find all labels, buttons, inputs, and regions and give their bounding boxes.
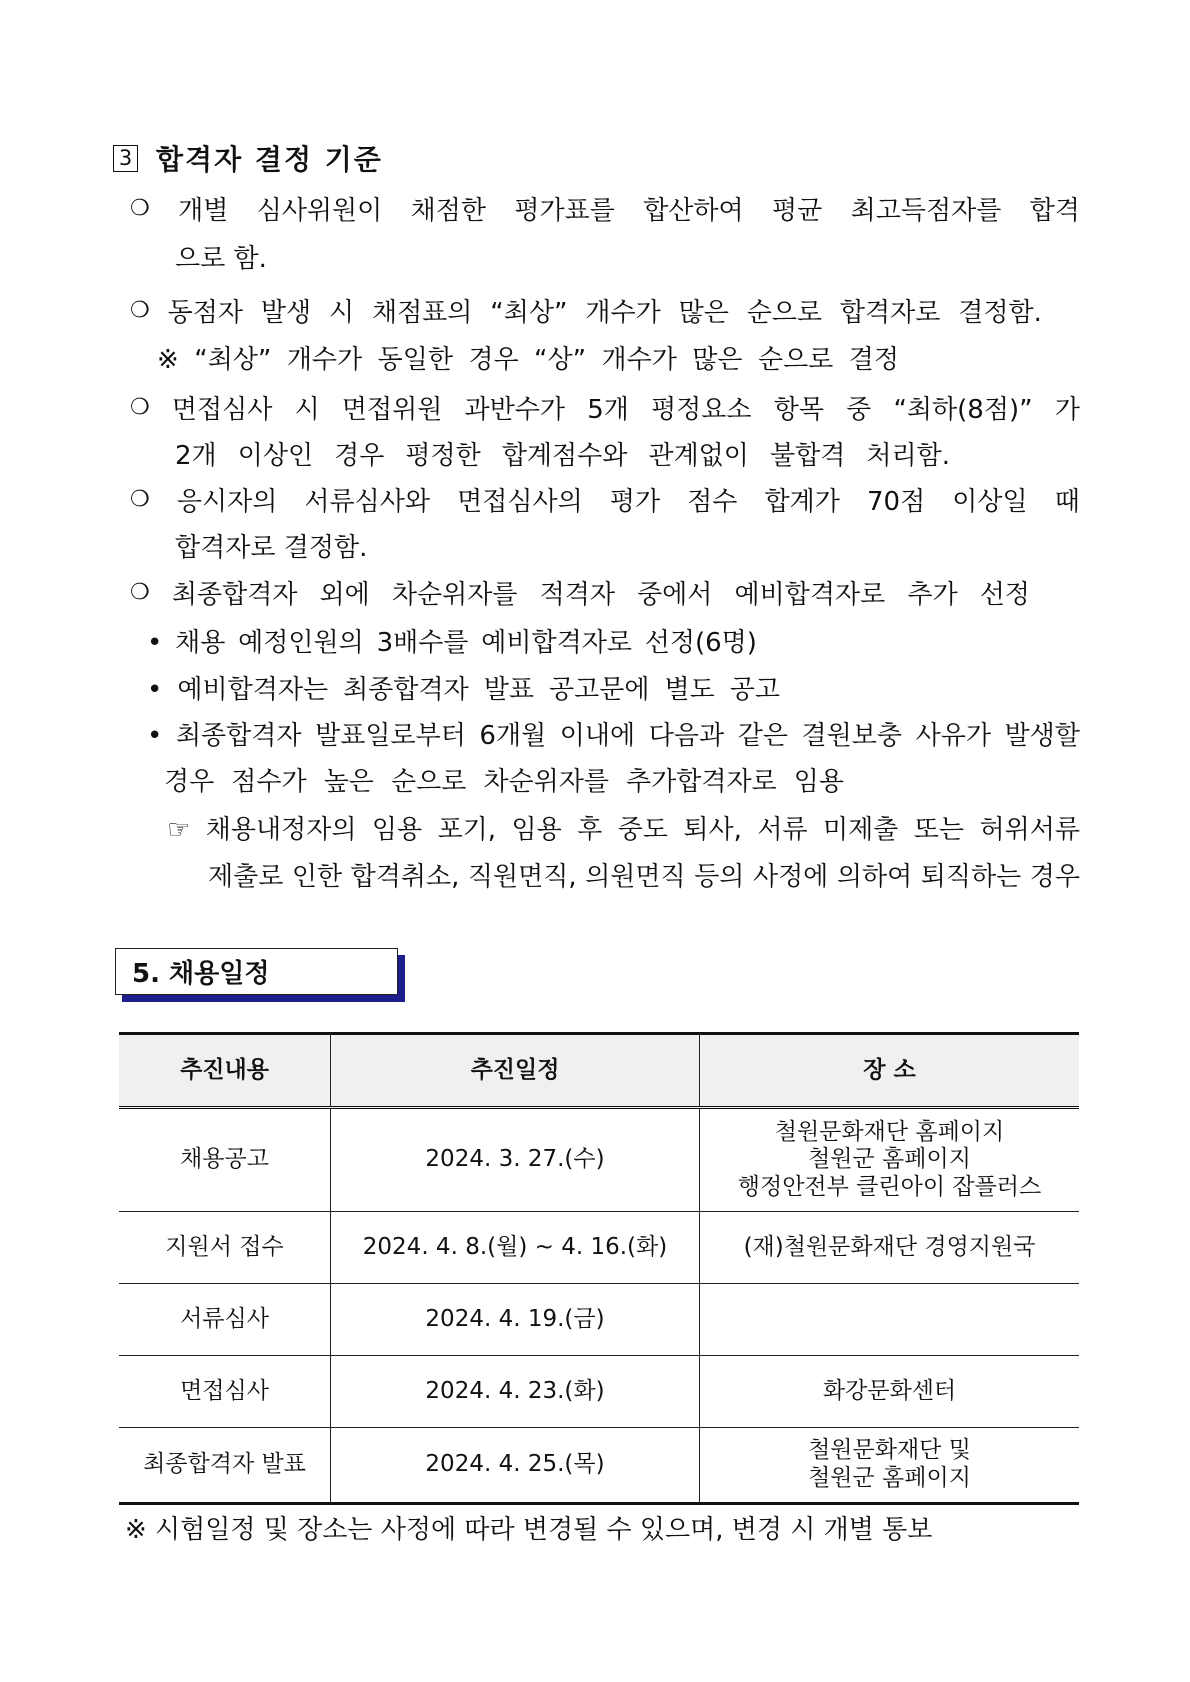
row-task: 지원서 접수 — [119, 1212, 331, 1284]
row-place — [700, 1356, 1080, 1428]
word: 최종합격자 — [175, 721, 302, 751]
section-number-box: 3 — [113, 145, 138, 172]
word: 채용내정자의 — [205, 815, 357, 845]
word: 퇴사, — [683, 815, 742, 845]
word: 높은 — [323, 767, 374, 797]
word: 때 — [1054, 487, 1080, 517]
word: 임용 — [371, 815, 423, 845]
place-line: 철원문화재단 홈페이지 — [774, 1118, 1005, 1145]
word: 추가 — [907, 580, 958, 610]
word: “최상” — [490, 298, 568, 328]
word: 처리함. — [866, 441, 950, 471]
word: 동점자 — [167, 298, 243, 328]
table-row — [119, 1212, 1079, 1284]
word: 임용 — [511, 815, 562, 845]
word: 채점표의 — [371, 298, 473, 328]
word: 중도 — [617, 815, 668, 845]
row-place — [700, 1284, 1080, 1356]
word: 이내에 — [559, 721, 636, 751]
word: 이상일 — [952, 487, 1028, 517]
word: 공고문에 — [549, 675, 650, 705]
word: 서류심사와 — [304, 487, 431, 517]
word: 발생할 — [1004, 721, 1080, 751]
word: 순으로 — [390, 767, 467, 797]
word: 허위서류 — [979, 815, 1080, 845]
word: 과반수가 — [464, 395, 566, 425]
row-date: 2024. 4. 25.(목) — [331, 1428, 700, 1504]
row-task: 채용공고 — [119, 1108, 331, 1212]
word: 최종합격자 — [171, 580, 298, 610]
bullet-item-2 — [147, 677, 780, 703]
word: 응시자의 — [176, 487, 278, 517]
word: 순으로 — [757, 345, 834, 375]
vacancy-reason-line2 — [208, 864, 1080, 890]
word: 임용 — [793, 767, 844, 797]
place-line: 행정안전부 클린아이 잡플러스 — [737, 1173, 1042, 1200]
word: 시 — [328, 298, 355, 328]
place-line: 철원군 홈페이지 — [808, 1146, 971, 1173]
word: 동일한 — [377, 345, 453, 375]
word: 합산하여 — [643, 196, 744, 226]
word: 심사위원이 — [256, 196, 383, 226]
word: 관계없이 — [648, 441, 749, 471]
criteria-note-tie — [157, 347, 899, 373]
word: ❍ — [130, 487, 150, 512]
criteria-item-1-line1 — [130, 198, 1080, 224]
word: 점수가 — [231, 767, 307, 797]
word: 이상인 — [237, 441, 314, 471]
word: 개수가 — [286, 345, 363, 375]
word: • — [147, 628, 163, 658]
word: 최고득점자를 — [850, 196, 1002, 226]
word: 제출로 — [208, 862, 284, 892]
header-task: 추진내용 — [119, 1034, 331, 1108]
row-task: 최종합격자 발표 — [119, 1428, 331, 1504]
word: 경우 — [1029, 862, 1080, 892]
word: 결정함. — [958, 298, 1042, 328]
word: 순으로 — [746, 298, 823, 328]
word: 중에서 — [637, 580, 713, 610]
bullet-item-3-line2 — [164, 769, 844, 795]
row-date: 2024. 4. 19.(금) — [331, 1284, 700, 1356]
word: 면접위원 — [341, 395, 443, 425]
word: 최종합격자 — [343, 675, 469, 705]
word: ☞ — [167, 815, 191, 845]
word: 합계점수와 — [501, 441, 628, 471]
word: ❍ — [130, 395, 150, 420]
header-date: 추진일정 — [331, 1034, 700, 1108]
word: 3배수를 — [376, 628, 469, 658]
word: 후 — [577, 815, 603, 845]
word: 결정 — [848, 345, 899, 375]
table-row — [119, 1356, 1079, 1428]
bullet-item-3-line1 — [147, 723, 1080, 749]
row-place — [700, 1108, 1080, 1212]
criteria-item-3-line2 — [175, 443, 950, 469]
word: 퇴직하는 — [920, 862, 1022, 892]
word: 또는 — [913, 815, 965, 845]
word: 경우 — [164, 767, 215, 797]
word: 합격 — [1029, 196, 1080, 226]
word: “최상” — [194, 345, 272, 375]
word: 채용 — [175, 628, 226, 658]
word: 많은 — [692, 345, 743, 375]
word: 합계가 — [764, 487, 840, 517]
word: 예비합격자로 — [734, 580, 886, 610]
word: 항목 — [773, 395, 824, 425]
word: 예비합격자로 — [481, 628, 632, 658]
word: 별도 — [664, 675, 715, 705]
word: 외에 — [319, 580, 370, 610]
word: 추가합격자로 — [626, 767, 777, 797]
section-3-title: 합격자 결정 기준 — [156, 143, 383, 176]
word: 평정요소 — [651, 395, 752, 425]
section-5-title: 5. 채용일정 — [132, 959, 270, 989]
word: 채점한 — [410, 196, 486, 226]
row-task: 서류심사 — [119, 1284, 331, 1356]
word: 많은 — [678, 298, 729, 328]
word: 개수가 — [601, 345, 677, 375]
word: • — [147, 675, 163, 705]
word: 2개 — [175, 441, 217, 471]
bullet-item-1 — [147, 630, 757, 656]
word: “최하(8점)” — [893, 395, 1033, 425]
word: 불합격 — [769, 441, 846, 471]
word: 개수가 — [585, 298, 661, 328]
word: 평균 — [772, 196, 823, 226]
word: 의하여 — [836, 862, 913, 892]
word: 차순위자를 — [391, 580, 518, 610]
word: 사유가 — [915, 721, 991, 751]
row-date: 2024. 4. 8.(월) ~ 4. 16.(화) — [331, 1212, 700, 1284]
word: 서류 — [757, 815, 808, 845]
row-task: 면접심사 — [119, 1356, 331, 1428]
word: 점수 — [687, 487, 738, 517]
word: 인한 — [291, 862, 343, 892]
criteria-item-2 — [130, 300, 1042, 326]
table-row — [119, 1284, 1079, 1356]
section-3-heading — [113, 138, 383, 178]
criteria-item-3-line1 — [130, 397, 1080, 423]
word: 의원면직 — [585, 862, 686, 892]
place-line: (재)철원문화재단 경영지원국 — [743, 1233, 1036, 1260]
word: 발표 — [483, 675, 534, 705]
word: 경우 — [468, 345, 519, 375]
word: 합격자로 — [839, 298, 941, 328]
place-line: 철원군 홈페이지 — [808, 1465, 971, 1491]
word: 선정(6명) — [644, 628, 757, 658]
word: 사정에 — [752, 862, 829, 892]
schedule-table — [119, 1032, 1079, 1505]
word: ❍ — [130, 580, 150, 605]
word: 6개월 — [479, 721, 547, 751]
criteria-item-5 — [130, 582, 1030, 608]
word: 면접심사의 — [457, 487, 583, 517]
word: 같은 — [737, 721, 788, 751]
table-header-row — [119, 1034, 1079, 1108]
word: 가 — [1054, 395, 1080, 425]
word: 선정 — [979, 580, 1030, 610]
word: 평가표를 — [514, 196, 615, 226]
word: 포기, — [437, 815, 497, 845]
word: 평정한 — [405, 441, 481, 471]
place-line: 화강문화센터 — [822, 1377, 957, 1404]
section-5-heading — [115, 948, 398, 995]
row-date: 2024. 3. 27.(수) — [331, 1108, 700, 1212]
word: 미제출 — [823, 815, 899, 845]
criteria-item-4-line1 — [130, 489, 1080, 515]
table-row — [119, 1108, 1079, 1212]
word: • — [147, 721, 163, 751]
word: 발표일로부터 — [315, 721, 466, 751]
word: 다음과 — [648, 721, 725, 751]
word: ※ — [157, 345, 179, 375]
vacancy-reason-line1 — [167, 817, 1080, 843]
word: 차순위자를 — [483, 767, 609, 797]
word: ❍ — [130, 298, 150, 323]
word: 결원보충 — [801, 721, 902, 751]
schedule-change-note: ※ 시험일정 및 장소는 사정에 따라 변경될 수 있으며, 변경 시 개별 통보 — [125, 1515, 933, 1545]
word: 예정인원의 — [238, 628, 364, 658]
word: 평가 — [609, 487, 661, 517]
criteria-item-1-line2: 으로 함. — [175, 244, 267, 274]
row-place — [700, 1428, 1080, 1504]
word: 직원면직, — [467, 862, 577, 892]
word: 등의 — [694, 862, 745, 892]
place-line: 철원문화재단 및 — [808, 1437, 971, 1464]
word: 경우 — [334, 441, 385, 471]
word: 개별 — [178, 196, 229, 226]
criteria-item-4-line2: 합격자로 결정함. — [175, 533, 368, 563]
word: 5개 — [587, 395, 629, 425]
header-place: 장 소 — [700, 1034, 1080, 1108]
word: 발생 — [260, 298, 312, 328]
word: 예비합격자는 — [177, 675, 329, 705]
row-date: 2024. 4. 23.(화) — [331, 1356, 700, 1428]
word: 70점 — [866, 487, 926, 517]
word: 시 — [294, 395, 320, 425]
word: ❍ — [130, 196, 150, 221]
word: 중 — [846, 395, 872, 425]
word: 합격취소, — [350, 862, 460, 892]
word: 공고 — [729, 675, 780, 705]
word: 면접심사 — [171, 395, 273, 425]
word: 적격자 — [539, 580, 615, 610]
row-place — [700, 1212, 1080, 1284]
table-row — [119, 1428, 1079, 1504]
word: “상” — [534, 345, 587, 375]
